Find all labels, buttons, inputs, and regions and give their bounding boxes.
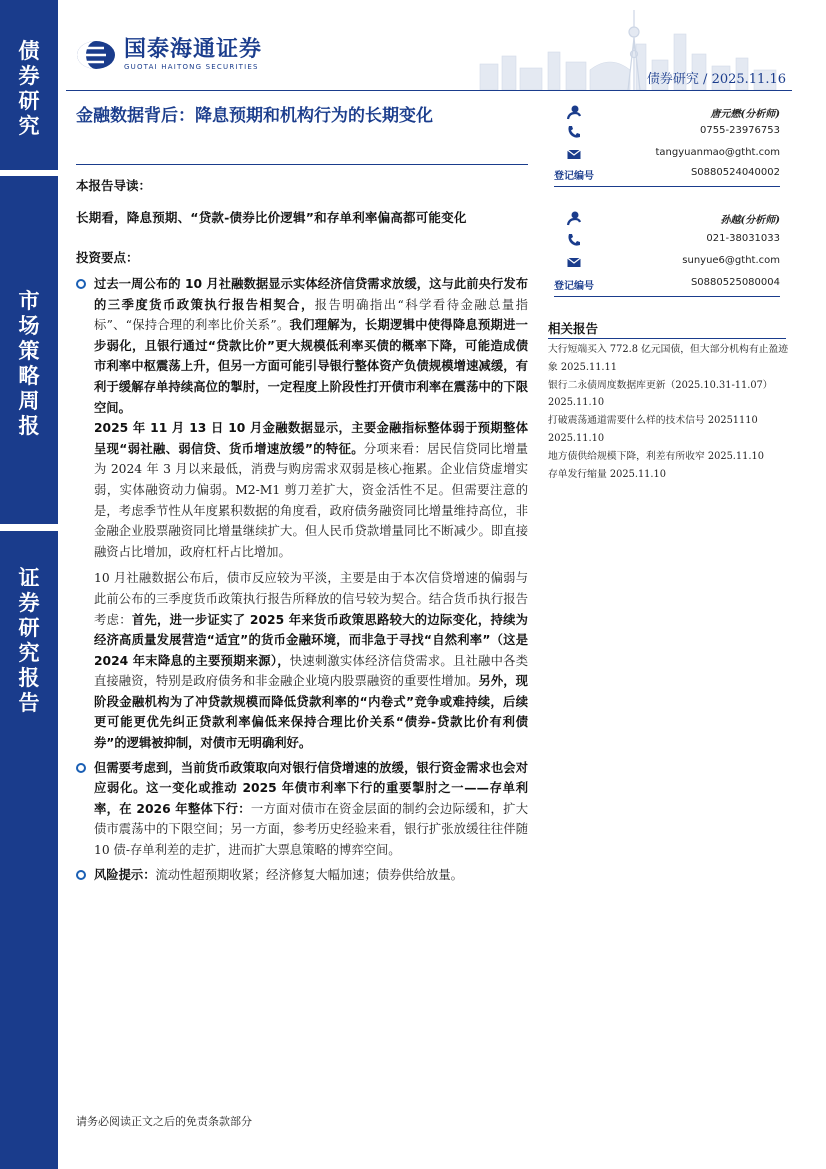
phone-icon — [566, 124, 582, 140]
side-band-securities-report: 证 券 研 究 报 告 — [0, 531, 58, 1169]
analyst-email[interactable]: sunyue6@gtht.com — [682, 255, 780, 266]
point-1: 过去一周公布的 10 月社融数据显示实体经济信贷需求放缓，这与此前央行发布的三季度货币政策执行报告相契合，报告明确指出“科学看待金融总量指标”、“保持合理的利率比价关系”。我们理解为，长期逻辑中使得降息预期进一步弱化，且银行通过“贷款比价”更大规模低利率买债的概率下降，可能造成债市利率中枢震荡上升，但另一方面可能引导银行整体资产负债规模增速减缓，有利于缓解存单持续高位的掣肘，一定程度上阶段性打开债市利率在震荡中的下限空间。 — [76, 274, 528, 418]
point-1-para-2: 2025 年 11 月 13 日 10 月金融数据显示，主要金融指标整体弱于预期整体呈现“弱社融、弱信贷、货币增速放缓”的特征。分项来看：居民信贷同比增量为 2024 年 3 月以来最低，消费与购房需求双弱是核心拖累。企业信贷虚增实弱，实体融资动力偏弱。M2-M1 剪刀差扩大，资金活性不足。但需要注意的是，考虑季节性从年度累积数据的角度看，政府债务融资同比增量维持高位，非金融企业股票融资同比增量继续扩大。但人民币贷款增量同比不断减少。即直接融资占比增加，政府杠杆占比增加。 — [94, 421, 528, 559]
doc-type-date: 债券研究 / 2025.11.16 — [646, 72, 786, 87]
related-report-item[interactable]: 打破震荡通道需要什么样的技术信号 20251110 2025.11.10 — [548, 415, 758, 444]
related-reports-list — [548, 341, 788, 483]
analyst-name: 唐元懋(分析师) — [710, 109, 780, 120]
disclaimer-footer: 请务必阅读正文之后的免责条款部分 — [76, 1115, 252, 1128]
analyst-email[interactable]: tangyuanmao@gtht.com — [655, 147, 780, 158]
header-rule — [66, 90, 792, 91]
side-band-strategy-weekly: 市 场 策 略 周 报 — [0, 176, 58, 524]
report-title: 金融数据背后：降息预期和机构行为的长期变化 — [76, 106, 433, 126]
points-heading: 投资要点： — [76, 250, 139, 265]
point-1-para-3: 10 月社融数据公布后，债市反应较为平淡，主要是由于本次信贷增速的偏弱与此前公布的三季度货币政策执行报告所释放的信号较为契合。结合货币执行报告考虑：首先，进一步证实了 2025 年来货币政策思路较大的边际变化，持续为经济高质量发展营造“适宜”的货币金融环境，而非急于寻找“自然利率”（这是 2024 年末降息的主要预期来源），快速刺激实体经济信贷需求。且社融中各类直接融资，特别是政府债务和非金融企业境内股票融资的重要性增加。另外，现阶段金融机构为了冲贷款规模而降低贷款利率的“内卷式”竞争或难持续，后续更可能更优先纠正贷款利率偏低来保持合理比价关系“债券-贷款比价有利债券”的逻辑被抑制，对债市无明确利好。 — [94, 571, 528, 751]
bullet-icon — [76, 279, 86, 289]
related-reports-rule — [548, 338, 786, 339]
guide-heading: 本报告导读： — [76, 178, 152, 193]
bullet-icon — [76, 870, 86, 880]
reg-number: S0880524040002 — [690, 167, 780, 178]
point-2: 但需要考虑到，当前货币政策取向对银行信贷增速的放缓，银行资金需求也会对应弱化。这一变化或推动 2025 年债市利率下行的重要掣肘之一——存单利率，在 2026 年整体下行：一方面对债市在资金层面的制约会边际缓和，扩大债市震荡中的下限空间；另一方面，参考历史经验来看，银行扩张放缓往往伴随 10 债-存单利差的走扩，进而扩大票息策略的博弈空间。 — [76, 758, 528, 861]
reg-label: 登记编号 — [554, 281, 594, 292]
main-content — [76, 176, 528, 885]
point-3-risk: 风险提示：流动性超预期收紧；经济修复大幅加速；债券供给放量。 — [76, 865, 528, 886]
bullet-icon — [76, 763, 86, 773]
email-icon — [566, 146, 582, 162]
analyst-phone: 021-38031033 — [706, 233, 780, 244]
reg-number: S0880525080004 — [690, 277, 780, 288]
person-icon — [566, 104, 582, 120]
related-report-item[interactable]: 地方债供给规模下降，利差有所收窄 2025.11.10 — [548, 450, 764, 462]
related-report-item[interactable]: 存单发行缩量 2025.11.10 — [548, 468, 666, 480]
logo-text-en: GUOTAI HAITONG SECURITIES — [124, 63, 259, 71]
logo-mark-icon — [76, 40, 116, 70]
reg-label: 登记编号 — [554, 171, 594, 182]
analyst-block-2 — [554, 208, 780, 294]
related-report-item[interactable]: 银行二永债周度数据库更新（2025.10.31-11.07） 2025.11.10 — [548, 379, 773, 409]
logo-text-cn: 国泰海通证券 — [124, 37, 263, 62]
analyst-phone: 0755-23976753 — [700, 125, 780, 136]
related-report-item[interactable]: 大行短端买入 772.8 亿元国债，但大部分机构有止盈迹象 2025.11.11 — [548, 344, 789, 373]
side-band — [0, 0, 58, 1169]
analyst-name: 孙越(分析师) — [720, 215, 780, 226]
related-reports-heading: 相关报告 — [548, 321, 599, 336]
side-band-bond-research: 债 券 研 究 — [0, 0, 58, 170]
title-rule — [76, 164, 528, 165]
phone-icon — [566, 232, 582, 248]
guide-lead: 长期看，降息预期、“贷款-债券比价逻辑”和存单利率偏高都可能变化 — [76, 210, 467, 225]
person-icon — [566, 210, 582, 226]
company-logo — [76, 38, 262, 71]
analyst-block-1 — [554, 102, 780, 184]
email-icon — [566, 254, 582, 270]
